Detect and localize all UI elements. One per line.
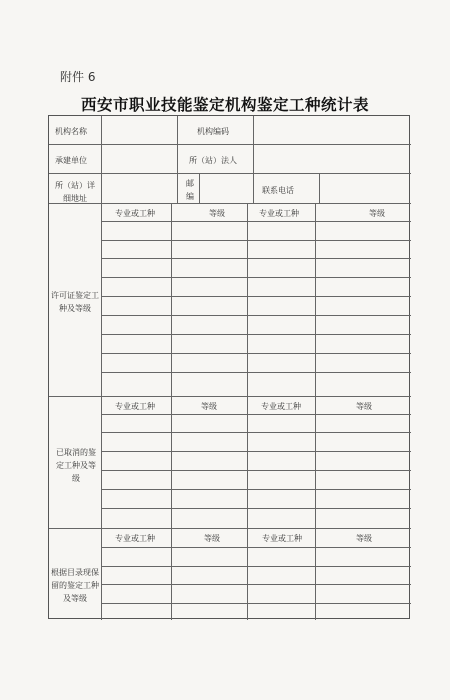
section-label: 根据目录现保留的鉴定工种及等级 [51,568,99,603]
column-header: 专业或工种 [262,534,302,543]
column-header: 专业或工种 [261,402,301,411]
org-name-label: 机构名称 [55,127,87,136]
column-header: 等级 [369,209,385,218]
legal-person-label: 所（站）法人 [189,156,237,165]
org-code-label: 机构编码 [197,127,229,136]
attachment-label: 附件 6 [60,70,96,84]
column-header: 等级 [204,534,220,543]
statistics-form [48,115,410,619]
host-unit-label: 承建单位 [55,156,87,165]
column-header: 等级 [356,534,372,543]
page-title: 西安市职业技能鉴定机构鉴定工种统计表 [80,95,369,114]
postcode-label: 邮编 [186,179,194,201]
phone-label: 联系电话 [262,186,294,195]
column-header: 等级 [356,402,372,411]
column-header: 等级 [209,209,225,218]
section-label: 许可证鉴定工种及等级 [51,291,99,313]
column-header: 专业或工种 [259,209,299,218]
address-label: 所（站）详细地址 [55,181,95,203]
column-header: 专业或工种 [115,209,155,218]
column-header: 专业或工种 [115,534,155,543]
column-header: 专业或工种 [115,402,155,411]
column-header: 等级 [201,402,217,411]
section-label: 已取消的鉴定工种及等级 [56,448,96,483]
